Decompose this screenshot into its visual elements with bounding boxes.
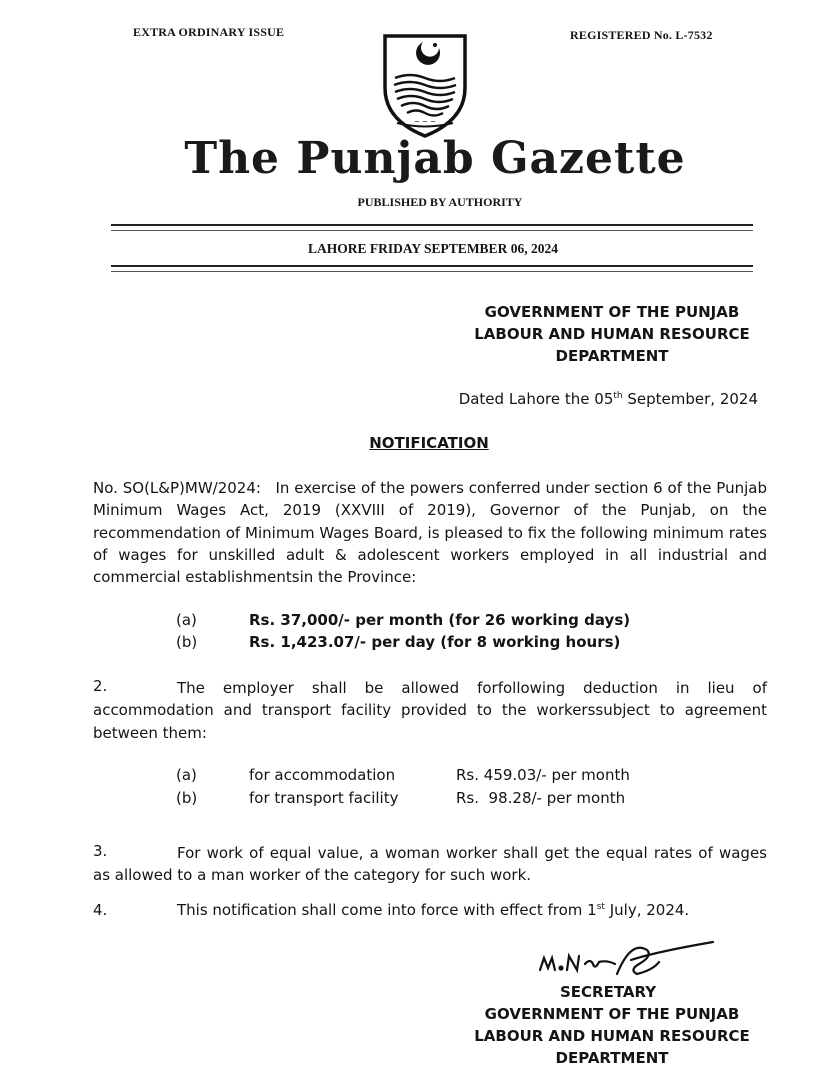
paragraph-4-superscript: st (596, 902, 605, 912)
wage-rate-item (176, 633, 776, 655)
notification-paragraph-2: The employer shall be allowed forfollowing deduction in lieu of accommodation and transport facility provided to the workerssubject to agreement between them: (93, 679, 767, 742)
deduction-label: for transport facility (249, 789, 399, 807)
item-letter: (b) (176, 789, 198, 807)
deduction-label: for accommodation (249, 766, 396, 784)
item-letter: (b) (176, 633, 198, 651)
department-line: LABOUR AND HUMAN RESOURCE (474, 325, 750, 343)
signatory-department (462, 1003, 762, 1069)
header-divider (111, 224, 753, 226)
header-divider (111, 265, 753, 267)
paragraph-4-suffix: July, 2024. (604, 901, 690, 919)
gazette-dateline: LAHORE FRIDAY SEPTEMBER 06, 2024 (308, 241, 558, 256)
dated-prefix: Dated Lahore the 05 (458, 390, 614, 408)
dated-line (459, 390, 758, 408)
notification-title: NOTIFICATION (369, 434, 489, 452)
wage-rate-text: Rs. 1,423.07/- per day (for 8 working hours) (249, 633, 621, 651)
deduction-amount: Rs. 98.28/- per month (456, 789, 626, 807)
wage-rate-text: Rs. 37,000/- per month (for 26 working days) (249, 611, 631, 629)
header-divider (111, 271, 753, 272)
department-line: LABOUR AND HUMAN RESOURCE (474, 1027, 750, 1045)
punjab-emblem-logo (375, 28, 475, 140)
notification-paragraph-4 (177, 901, 689, 919)
notification-paragraph-3: For work of equal value, a woman worker shall get the equal rates of wages as allowed to a man worker of the category for such work. (93, 844, 767, 885)
wage-rate-item (176, 611, 776, 633)
department-line: GOVERNMENT OF THE PUNJAB (484, 1005, 740, 1023)
item-letter: (a) (176, 611, 197, 629)
registration-number: REGISTERED No. L-7532 (570, 28, 713, 42)
gazette-title: The Punjab Gazette (184, 133, 686, 184)
department-line: GOVERNMENT OF THE PUNJAB (484, 303, 740, 321)
dated-suffix: September, 2024 (622, 390, 758, 408)
paragraph-number: 2. (93, 677, 108, 695)
deduction-item (176, 766, 776, 788)
department-line: DEPARTMENT (555, 347, 669, 365)
paragraph-number: 3. (93, 842, 108, 860)
deduction-amount: Rs. 459.03/- per month (456, 766, 630, 784)
department-line: DEPARTMENT (555, 1049, 669, 1067)
issue-label: EXTRA ORDINARY ISSUE (133, 25, 285, 39)
header-divider (111, 230, 753, 231)
notification-paragraph-1: No. SO(L&P)MW/2024: In exercise of the powers conferred under section 6 of the Punjab Minimum Wages Act, 2019 (XXVIII of 2019), Governor of the Punjab, on the recommendation of Minimum Wages Board, is pleased to fix the following minimum rates of wages for unskilled adult & adolescent workers employed in all industrial and commercial establishmentsin the Province: (93, 479, 772, 587)
svg-text:~ ~ ~: ~ ~ ~ (413, 118, 437, 126)
signatory-role: SECRETARY (560, 983, 657, 1001)
department-heading (462, 301, 762, 367)
handwritten-signature (535, 930, 725, 990)
published-by-authority: PUBLISHED BY AUTHORITY (357, 195, 523, 209)
dated-superscript: th (613, 391, 623, 401)
item-letter: (a) (176, 766, 197, 784)
paragraph-number: 4. (93, 901, 108, 919)
deduction-item (176, 789, 776, 811)
paragraph-4-prefix: This notification shall come into force with effect from 1 (177, 901, 597, 919)
